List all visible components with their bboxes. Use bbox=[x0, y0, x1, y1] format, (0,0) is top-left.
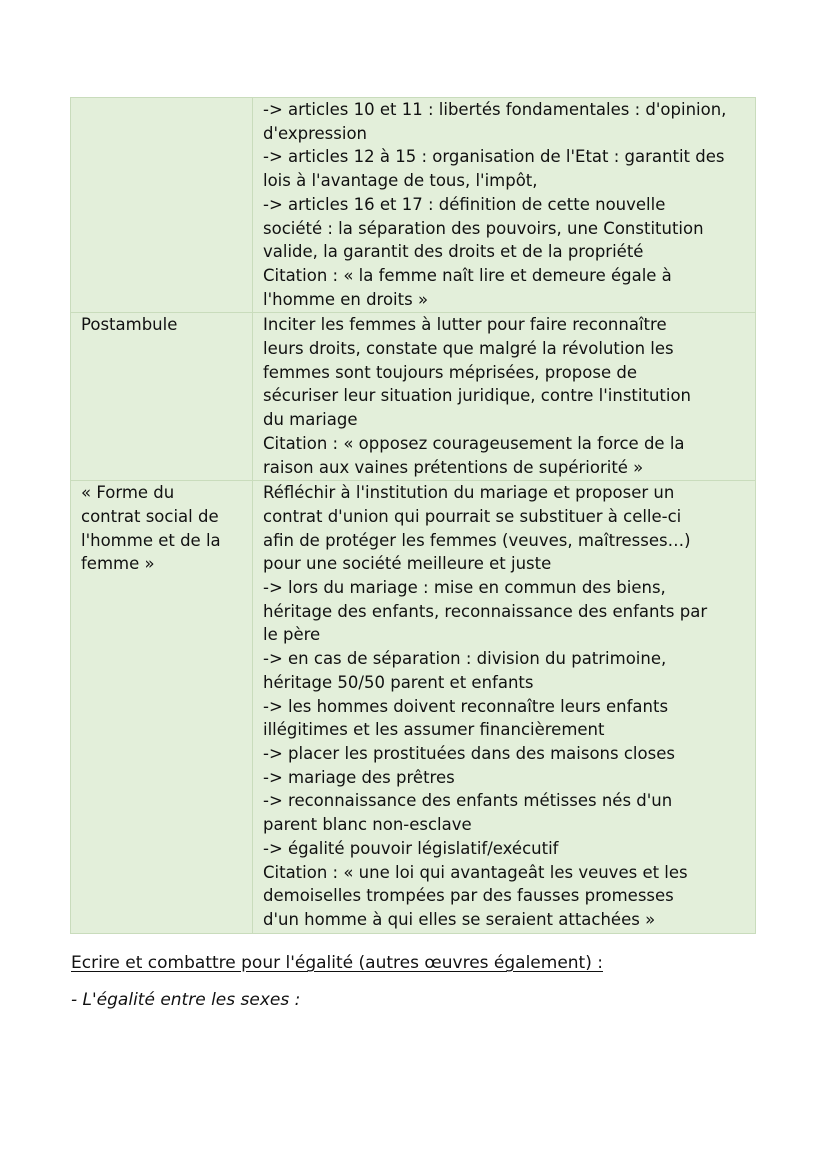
content-line: Réfléchir à l'institution du mariage et proposer un bbox=[263, 483, 675, 503]
citation-line: demoiselles trompées par des fausses promesses bbox=[263, 886, 674, 906]
content-line: valide, la garantit des droits et de la propriété bbox=[263, 242, 644, 262]
content-line: -> articles 16 et 17 : définition de cette nouvelle bbox=[263, 194, 666, 214]
content-line: -> articles 10 et 11 : libertés fondamentales : d'opinion, bbox=[263, 100, 727, 119]
citation-line: raison aux vaines prétentions de supériorité » bbox=[263, 457, 644, 477]
content-line: femmes sont toujours méprisées, propose de bbox=[263, 362, 637, 382]
row-label-line: Postambule bbox=[81, 315, 178, 335]
citation-line: Citation : « la femme naît lire et demeure égale à bbox=[263, 265, 672, 285]
row-label-cell bbox=[71, 313, 253, 481]
table-row bbox=[71, 313, 756, 481]
content-line: afin de protéger les femmes (veuves, maîtresses…) bbox=[263, 530, 691, 550]
table-row bbox=[71, 98, 756, 313]
citation-line: Citation : « une loi qui avantageât les veuves et les bbox=[263, 862, 688, 882]
content-line: lois à l'avantage de tous, l'impôt, bbox=[263, 171, 538, 191]
row-label-line: femme » bbox=[81, 554, 155, 574]
subsection-heading: - L'égalité entre les sexes : bbox=[71, 990, 301, 1010]
content-line: le père bbox=[263, 625, 321, 645]
row-content-cell bbox=[253, 313, 756, 481]
content-line: -> placer les prostituées dans des maisons closes bbox=[263, 743, 675, 763]
content-line: sécuriser leur situation juridique, contre l'institution bbox=[263, 386, 692, 406]
notes-table-body bbox=[71, 98, 756, 934]
content-line: leurs droits, constate que malgré la révolution les bbox=[263, 339, 674, 359]
row-label-line: l'homme et de la bbox=[81, 530, 221, 550]
row-label-cell bbox=[71, 98, 253, 313]
content-line: illégitimes et les assumer financièrement bbox=[263, 720, 605, 740]
content-line: héritage 50/50 parent et enfants bbox=[263, 672, 534, 692]
row-label-line: contrat social de bbox=[81, 506, 219, 526]
table-row bbox=[71, 481, 756, 933]
row-content-cell bbox=[253, 481, 756, 933]
content-line: -> égalité pouvoir législatif/exécutif bbox=[263, 838, 559, 858]
content-line: -> reconnaissance des enfants métisses nés d'un bbox=[263, 791, 673, 811]
content-line: société : la séparation des pouvoirs, une Constitution bbox=[263, 218, 704, 238]
content-line: -> mariage des prêtres bbox=[263, 767, 455, 787]
content-line: -> articles 12 à 15 : organisation de l'Etat : garantit des bbox=[263, 147, 725, 167]
row-label-cell bbox=[71, 481, 253, 933]
content-line: du mariage bbox=[263, 410, 358, 430]
row-label-line: « Forme du bbox=[81, 483, 175, 503]
row-content-cell bbox=[253, 98, 756, 313]
content-line: d'expression bbox=[263, 123, 368, 143]
content-line: -> les hommes doivent reconnaître leurs enfants bbox=[263, 696, 669, 716]
notes-table bbox=[70, 97, 756, 934]
citation-line: Citation : « opposez courageusement la force de la bbox=[263, 433, 685, 453]
section-heading: Ecrire et combattre pour l'égalité (autres œuvres également) : bbox=[71, 953, 603, 973]
content-line: Inciter les femmes à lutter pour faire reconnaître bbox=[263, 315, 667, 335]
content-line: héritage des enfants, reconnaissance des enfants par bbox=[263, 601, 708, 621]
content-line: pour une société meilleure et juste bbox=[263, 554, 552, 574]
content-line: -> en cas de séparation : division du patrimoine, bbox=[263, 649, 667, 669]
citation-line: d'un homme à qui elles se seraient attachées » bbox=[263, 909, 656, 929]
citation-line: l'homme en droits » bbox=[263, 289, 429, 309]
content-line: -> lors du mariage : mise en commun des biens, bbox=[263, 578, 666, 598]
content-line: parent blanc non-esclave bbox=[263, 815, 472, 835]
content-line: contrat d'union qui pourrait se substituer à celle-ci bbox=[263, 506, 682, 526]
